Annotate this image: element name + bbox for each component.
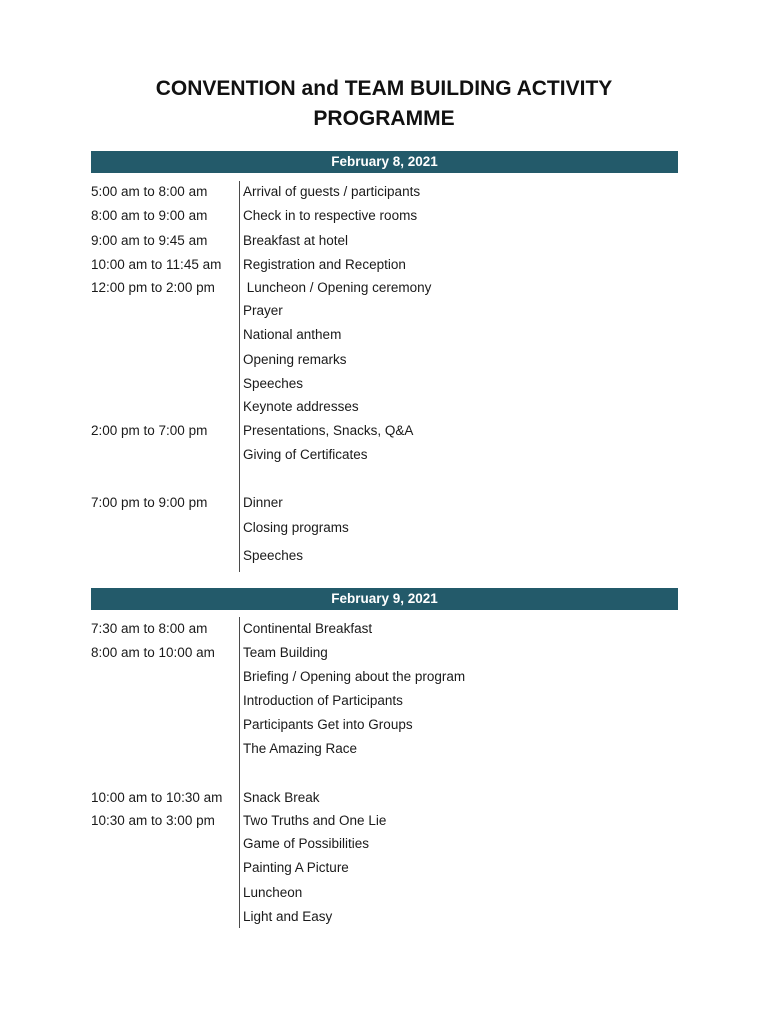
day-1-time: 12:00 pm to 2:00 pm	[91, 280, 215, 295]
day-1-activity: Luncheon / Opening ceremony	[243, 280, 432, 295]
day-1-activity: Dinner	[243, 495, 283, 510]
day-2-time: 10:30 am to 3:00 pm	[91, 813, 215, 828]
day-1-time: 10:00 am to 11:45 am	[91, 257, 222, 272]
day-1-activity: Opening remarks	[243, 352, 347, 367]
day-1-activity: Giving of Certificates	[243, 447, 368, 462]
day-1-activity: Check in to respective rooms	[243, 208, 418, 223]
day-2-activity: Painting A Picture	[243, 860, 349, 875]
title-line-2: PROGRAMME	[313, 107, 455, 130]
day-2-time: 7:30 am to 8:00 am	[91, 621, 208, 636]
day-2-activity: Introduction of Participants	[243, 693, 403, 708]
day-1-activity: Breakfast at hotel	[243, 233, 349, 248]
day-2-activity: Light and Easy	[243, 909, 333, 924]
day-1-activity: Speeches	[243, 548, 304, 563]
day-2-activity: Luncheon	[243, 885, 303, 900]
day-1-activity: Keynote addresses	[243, 399, 359, 414]
day-2-activity: Game of Possibilities	[243, 836, 370, 851]
day-1-time: 7:00 pm to 9:00 pm	[91, 495, 208, 510]
day-1-activity: National anthem	[243, 327, 342, 342]
day-1-activity: Arrival of guests / participants	[243, 184, 421, 199]
day-1-time: 5:00 am to 8:00 am	[91, 184, 208, 199]
day-1-activity: Registration and Reception	[243, 257, 406, 272]
day-1-time: 9:00 am to 9:45 am	[91, 233, 208, 248]
day-2-column-divider	[239, 617, 240, 928]
day-2-activity: Team Building	[243, 645, 328, 660]
day-2-activity: Participants Get into Groups	[243, 717, 413, 732]
day-2-activity: Continental Breakfast	[243, 621, 373, 636]
day-2-time: 8:00 am to 10:00 am	[91, 645, 215, 660]
day-1-activity: Speeches	[243, 376, 304, 391]
day-2-activity: The Amazing Race	[243, 741, 358, 756]
day-1-activity: Prayer	[243, 303, 283, 318]
day-2-time: 10:00 am to 10:30 am	[91, 790, 223, 805]
day-1-time: 2:00 pm to 7:00 pm	[91, 423, 208, 438]
day-1-date-header: February 8, 2021	[91, 151, 678, 173]
day-2-activity: Briefing / Opening about the program	[243, 669, 466, 684]
day-2-date-header: February 9, 2021	[91, 588, 678, 610]
day-1-activity: Presentations, Snacks, Q&A	[243, 423, 414, 438]
day-1-activity: Closing programs	[243, 520, 349, 535]
title-line-1: CONVENTION and TEAM BUILDING ACTIVITY	[155, 77, 613, 100]
day-1-time: 8:00 am to 9:00 am	[91, 208, 208, 223]
day-1-column-divider	[239, 181, 240, 572]
day-2-activity: Two Truths and One Lie	[243, 813, 387, 828]
day-2-activity: Snack Break	[243, 790, 320, 805]
